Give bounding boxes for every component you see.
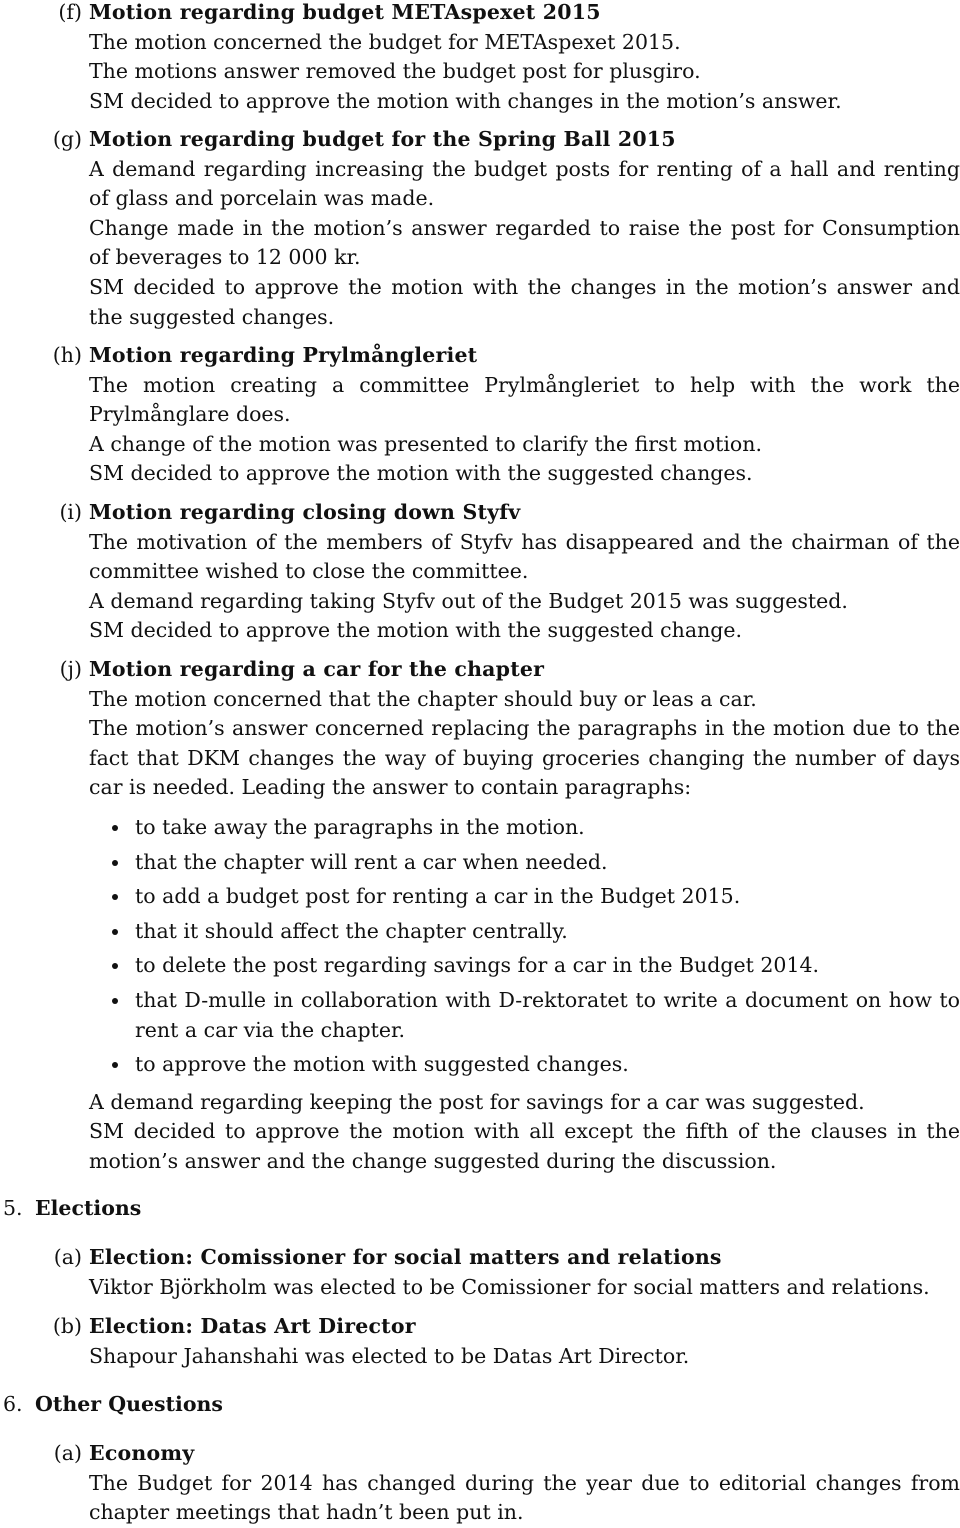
item-label: (h) bbox=[52, 343, 82, 367]
paragraph: A demand regarding increasing the budget posts for renting of a hall and renting of glass and porcelain was made. bbox=[89, 156, 960, 211]
list-item: that D-mulle in collaboration with D-rektoratet to write a document on how to rent a car via the chapter. bbox=[89, 986, 960, 1045]
paragraph: The motion concerned the budget for METAspexet 2015. bbox=[89, 29, 681, 54]
list-item: that it should affect the chapter centrally. bbox=[89, 917, 960, 947]
paragraph: SM decided to approve the motion with the changes in the motion’s answer and the suggested changes. bbox=[89, 274, 960, 329]
motion-h bbox=[0, 341, 960, 489]
item-title: Economy bbox=[89, 1441, 195, 1465]
bullet-icon bbox=[112, 929, 118, 935]
paragraph: Viktor Björkholm was elected to be Comissioner for social matters and relations. bbox=[89, 1274, 930, 1299]
section-elections bbox=[0, 1194, 960, 1224]
item-title: Motion regarding Prylmångleriet bbox=[89, 343, 478, 367]
paragraph: The motion’s answer concerned replacing the paragraphs in the motion due to the fact that DKM changes the way of buying groceries changing the number of days car is needed. Leading the answer to contain paragraphs: bbox=[89, 716, 960, 800]
bullet-icon bbox=[112, 1062, 118, 1068]
paragraph: SM decided to approve the motion with the suggested changes. bbox=[89, 461, 753, 486]
item-label: (j) bbox=[59, 657, 82, 681]
paragraph: SM decided to approve the motion with all except the fifth of the clauses in the motion’s answer and the change suggested during the discussion. bbox=[89, 1119, 960, 1173]
item-label: (a) bbox=[53, 1245, 82, 1269]
item-label: (i) bbox=[59, 500, 82, 524]
election-a bbox=[0, 1243, 960, 1302]
item-title: Motion regarding closing down Styfv bbox=[89, 500, 521, 524]
motion-g bbox=[0, 125, 960, 332]
item-title: Motion regarding budget METAspexet 2015 bbox=[89, 0, 601, 24]
section-title: Elections bbox=[35, 1196, 142, 1220]
bullet-icon bbox=[112, 894, 118, 900]
item-title: Election: Comissioner for social matters and relations bbox=[89, 1245, 722, 1269]
item-title: Motion regarding a car for the chapter bbox=[89, 657, 545, 681]
paragraph: A change of the motion was presented to clarify the first motion. bbox=[89, 431, 762, 456]
motion-j bbox=[0, 655, 960, 1177]
bullet-icon bbox=[112, 860, 118, 866]
paragraph: SM decided to approve the motion with changes in the motion’s answer. bbox=[89, 88, 842, 113]
paragraph: A demand regarding keeping the post for savings for a car was suggested. bbox=[89, 1089, 865, 1114]
paragraph: The Budget for 2014 has changed during the year due to editorial changes from chapter meetings that hadn’t been put in. bbox=[89, 1470, 960, 1525]
motion-f bbox=[0, 0, 960, 116]
paragraph: The motions answer removed the budget post for plusgiro. bbox=[89, 59, 701, 84]
paragraph: SM decided to approve the motion with the suggested change. bbox=[89, 618, 743, 643]
paragraph: A demand regarding taking Styfv out of the Budget 2015 was suggested. bbox=[89, 588, 848, 613]
question-a bbox=[0, 1439, 960, 1528]
item-label: (f) bbox=[58, 0, 82, 24]
bullet-icon bbox=[112, 825, 118, 831]
section-other-questions bbox=[0, 1390, 960, 1420]
paragraph: The motion creating a committee Prylmångleriet to help with the work the Prylmånglare does. bbox=[89, 372, 960, 427]
list-item: to delete the post regarding savings for a car in the Budget 2014. bbox=[89, 951, 960, 981]
item-label: (a) bbox=[53, 1441, 82, 1465]
item-title: Motion regarding budget for the Spring Ball 2015 bbox=[89, 127, 676, 151]
motion-i bbox=[0, 498, 960, 646]
section-number: 6. bbox=[3, 1392, 23, 1416]
item-title: Election: Datas Art Director bbox=[89, 1314, 416, 1338]
list-item: to add a budget post for renting a car in the Budget 2015. bbox=[89, 882, 960, 912]
item-label: (g) bbox=[52, 127, 82, 151]
bullet-icon bbox=[112, 998, 118, 1004]
list-item: to approve the motion with suggested changes. bbox=[89, 1050, 960, 1080]
list-item: to take away the paragraphs in the motion. bbox=[89, 813, 960, 843]
election-b bbox=[0, 1312, 960, 1371]
section-number: 5. bbox=[3, 1196, 23, 1220]
paragraph: Change made in the motion’s answer regarded to raise the post for Consumption of beverages to 12 000 kr. bbox=[89, 215, 960, 270]
paragraph: Shapour Jahanshahi was elected to be Datas Art Director. bbox=[89, 1343, 690, 1368]
paragraph: The motivation of the members of Styfv has disappeared and the chairman of the committee wished to close the committee. bbox=[89, 529, 960, 584]
bullet-list bbox=[89, 813, 960, 1080]
bullet-icon bbox=[112, 963, 118, 969]
section-title: Other Questions bbox=[35, 1392, 223, 1416]
item-label: (b) bbox=[52, 1314, 82, 1338]
paragraph: The motion concerned that the chapter should buy or leas a car. bbox=[89, 686, 757, 711]
list-item: that the chapter will rent a car when needed. bbox=[89, 848, 960, 878]
